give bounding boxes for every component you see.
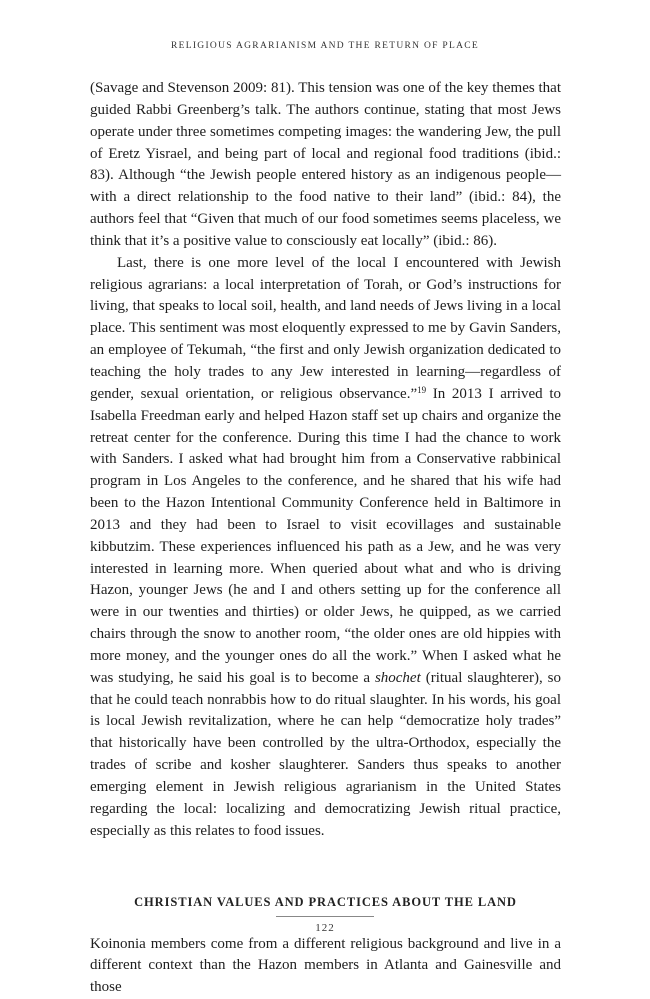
section-heading: CHRISTIAN VALUES AND PRACTICES ABOUT THE LAND — [134, 894, 517, 909]
page-number: 122 — [315, 922, 335, 934]
body-text — [90, 78, 561, 999]
paragraph-2-text-a: Last, there is one more level of the local I encountered with Jewish religious agrarians: a local interpretation of Torah, or God’s instructions for living, that speaks to local soil, health, and land needs of Jews living in a local place. This sentiment was most eloquently expressed to me by Gavin Sanders, an employee of Tekumah, “the first and only Jewish organization dedicated to teaching the holy trades to any Jew interested in learning—regardless of gender, sexual orientation, or religious observance.” — [90, 254, 561, 402]
paragraph-1: (Savage and Stevenson 2009: 81). This tension was one of the key themes that guided Rabbi Greenberg’s talk. The authors continue, stating that most Jews operate under three sometimes competing images: the wandering Jew, the pull of Eretz Yisrael, and being part of local and regional food traditions (ibid.: 83). Although “the Jewish people entered history as an indigenous people—with a direct relationship to the food native to their land” (ibid.: 84), the authors feel that “Given that much of our food sometimes seems placeless, we think that it’s a positive value to consciously eat locally” (ibid.: 86). — [90, 80, 561, 249]
italic-term: shochet — [374, 669, 421, 686]
paragraph-2 — [90, 253, 561, 843]
paragraph-2-text-c: (ritual slaughterer), so that he could teach nonrabbis how to do ritual slaughter. In his words, his goal is local Jewish revitalization, where he can help “democratize holy trades” that historically have been controlled by the ultra-Orthodox, especially the trades of scribe and kosher slaughterer. Sanders thus speaks to another emerging element in Jewish religious agrarianism in the United States regarding the local: localizing and democratizing Jewish ritual practice, especially as this relates to food issues. — [90, 669, 562, 839]
footnote-reference[interactable]: 19 — [417, 384, 427, 395]
paragraph-2-text-b: In 2013 I arrived to Isabella Freedman early and helped Hazon staff set up chairs and organize the retreat center for the conference. During this time I had the chance to work with Sanders. I asked what had brought him from a Conservative rabbinical program in Los Angeles to the conference, and he shared that his wife had been to the Hazon Intentional Community Conference held in Baltimore in 2013 and they had been to Israel to visit ecovillages and sustainable kibbutzim. These experiences influenced his path as a Jew, and he was very interested in learning more. When queried about what and who is driving Hazon, younger Jews (he and I and others setting up for the conference all were in our twenties and thirties) or older Jews, he quipped, as we carried chairs through the snow to another room, “the older ones are old hippies with more money, and the younger ones do all the work.” When I asked what he was studying, he said his goal is to become a — [90, 385, 561, 686]
running-head: RELIGIOUS AGRARIANISM AND THE RETURN OF PLACE — [171, 41, 479, 51]
paragraph-3: Koinonia members come from a different religious background and live in a different context than the Hazon members in Atlanta and Gainesville and those — [90, 935, 561, 996]
footer-divider — [276, 916, 374, 917]
